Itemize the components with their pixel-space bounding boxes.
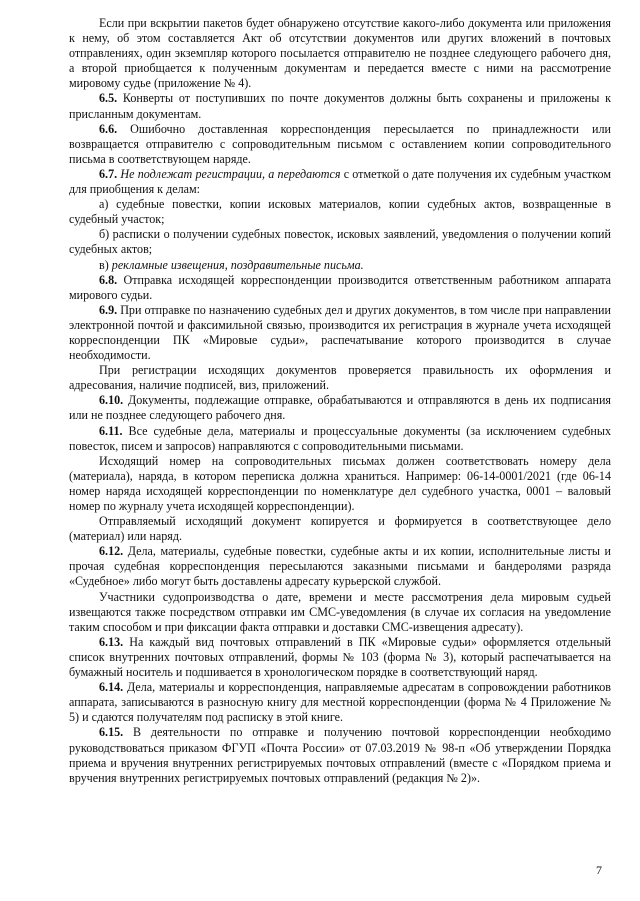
paragraph-6-7-v: в) рекламные извещения, поздравительные письма. [99, 257, 364, 272]
paragraph-6-14: 6.14. Дела, материалы и корреспонденция, направляемые адресатам в сопровождении работников аппарата, записываются в разносную книгу для местной корреспонденции (форма № 4 Приложение № 5) и сдаются получателям под расписку в этой книге. [69, 680, 611, 725]
paragraph-6-13: 6.13. На каждый вид почтовых отправлений в ПК «Мировые судьи» оформляется отдельный список внутренних почтовых отправлений, формы № 103 (форма № 3), который распечатывается на бумажный носитель и подшивается в хронологическом порядке в соответствующий наряд. [69, 634, 611, 680]
paragraph-6-7-b: б) расписки о получении судебных повесток, исковых заявлений, уведомления о получении копий судебных актов; [69, 227, 611, 257]
paragraph-1: Если при вскрытии пакетов будет обнаружено отсутствие какого-либо документа или приложения к нему, об этом составляется Акт об отсутствии документов или других вложений в почтовых отправлениях, один экземпляр которого посылается отправителю не позднее следующего рабочего дня, а второй приобщается к полученным документам и передается вместе с ними на рассмотрение мировому судье (приложение № 4). [69, 16, 611, 91]
paragraph-6-12-sms: Участники судопроизводства о дате, времени и месте рассмотрения дела мировым судьей извещаются также посредством отправки им СМС-уведомления (в случае их согласия на уведомление таким способом и при фиксации факта отправки и доставки СМС-извещения адресату). [69, 589, 611, 634]
paragraph-6-15: 6.15. В деятельности по отправке и получению почтовой корреспонденции необходимо руководствоваться приказом ФГУП «Почта России» от 07.03.2019 № 98-п «Об утверждении Порядка приема и вручения внутренних регистрируемых почтовых отправлений (вместе с «Порядком приема и вручения внутренних регистрируемых почтовых отправлений (редакция № 2)». [69, 725, 611, 785]
paragraph-6-7-a: а) судебные повестки, копии исковых материалов, копии судебных актов, возвращенные в судебный участок; [69, 197, 611, 227]
paragraph-6-5: 6.5. Конверты от поступивших по почте документов должны быть сохранены и приложены к присланным документам. [69, 91, 611, 121]
paragraph-6-7: 6.7. Не подлежат регистрации, а передаются с отметкой о дате получения их судебным участком для приобщения к делам: [69, 166, 612, 197]
paragraph-6-11-number: Исходящий номер на сопроводительных письмах должен соответствовать номеру дела (материала), наряда, в котором переписка должна храниться. Например: 06-14-0001/2021 (где 06-14 номер наряда исходящей корреспонденции по номенклатуре дел судебного участка, 0001 – валовый номер по журналу учета исходящей корреспонденции). [69, 453, 611, 513]
paragraph-6-9-checks: При регистрации исходящих документов проверяется правильность их оформления и адресования, наличие подписей, виз, приложений. [69, 363, 611, 393]
paragraph-6-10: 6.10. Документы, подлежащие отправке, обрабатываются и отправляются в день их подписания или не позднее следующего рабочего дня. [69, 393, 611, 423]
document-body [69, 16, 611, 786]
paragraph-6-12: 6.12. Дела, материалы, судебные повестки, судебные акты и их копии, исполнительные листы и прочая судебная корреспонденция пересылаются заказными письмами и бандеролями разряда «Судебное» либо могут быть доставлены адресату курьерской службой. [69, 544, 611, 589]
page-number: 7 [596, 863, 602, 877]
paragraph-6-11-copy: Отправляемый исходящий документ копируется и формируется в соответствующее дело (материал) или наряд. [69, 514, 611, 544]
paragraph-6-8: 6.8. Отправка исходящей корреспонденции производится ответственным работником аппарата мирового судьи. [69, 272, 611, 302]
paragraph-6-9: 6.9. При отправке по назначению судебных дел и других документов, в том числе при направлении электронной почтой и факсимильной связью, производится их регистрация в журнале учета исходящей корреспонденции ПК «Мировые судьи», распечатывание которого производится в случае необходимости. [69, 302, 611, 363]
paragraph-6-6: 6.6. Ошибочно доставленная корреспонденция пересылается по принадлежности или возвращается отправителю с сопроводительным письмом с оставлением копии сопроводительного письма в соответствующем наряде. [69, 121, 611, 166]
paragraph-6-11: 6.11. Все судебные дела, материалы и процессуальные документы (за исключением судебных повесток, писем и запросов) направляются с сопроводительными письмами. [69, 423, 611, 453]
